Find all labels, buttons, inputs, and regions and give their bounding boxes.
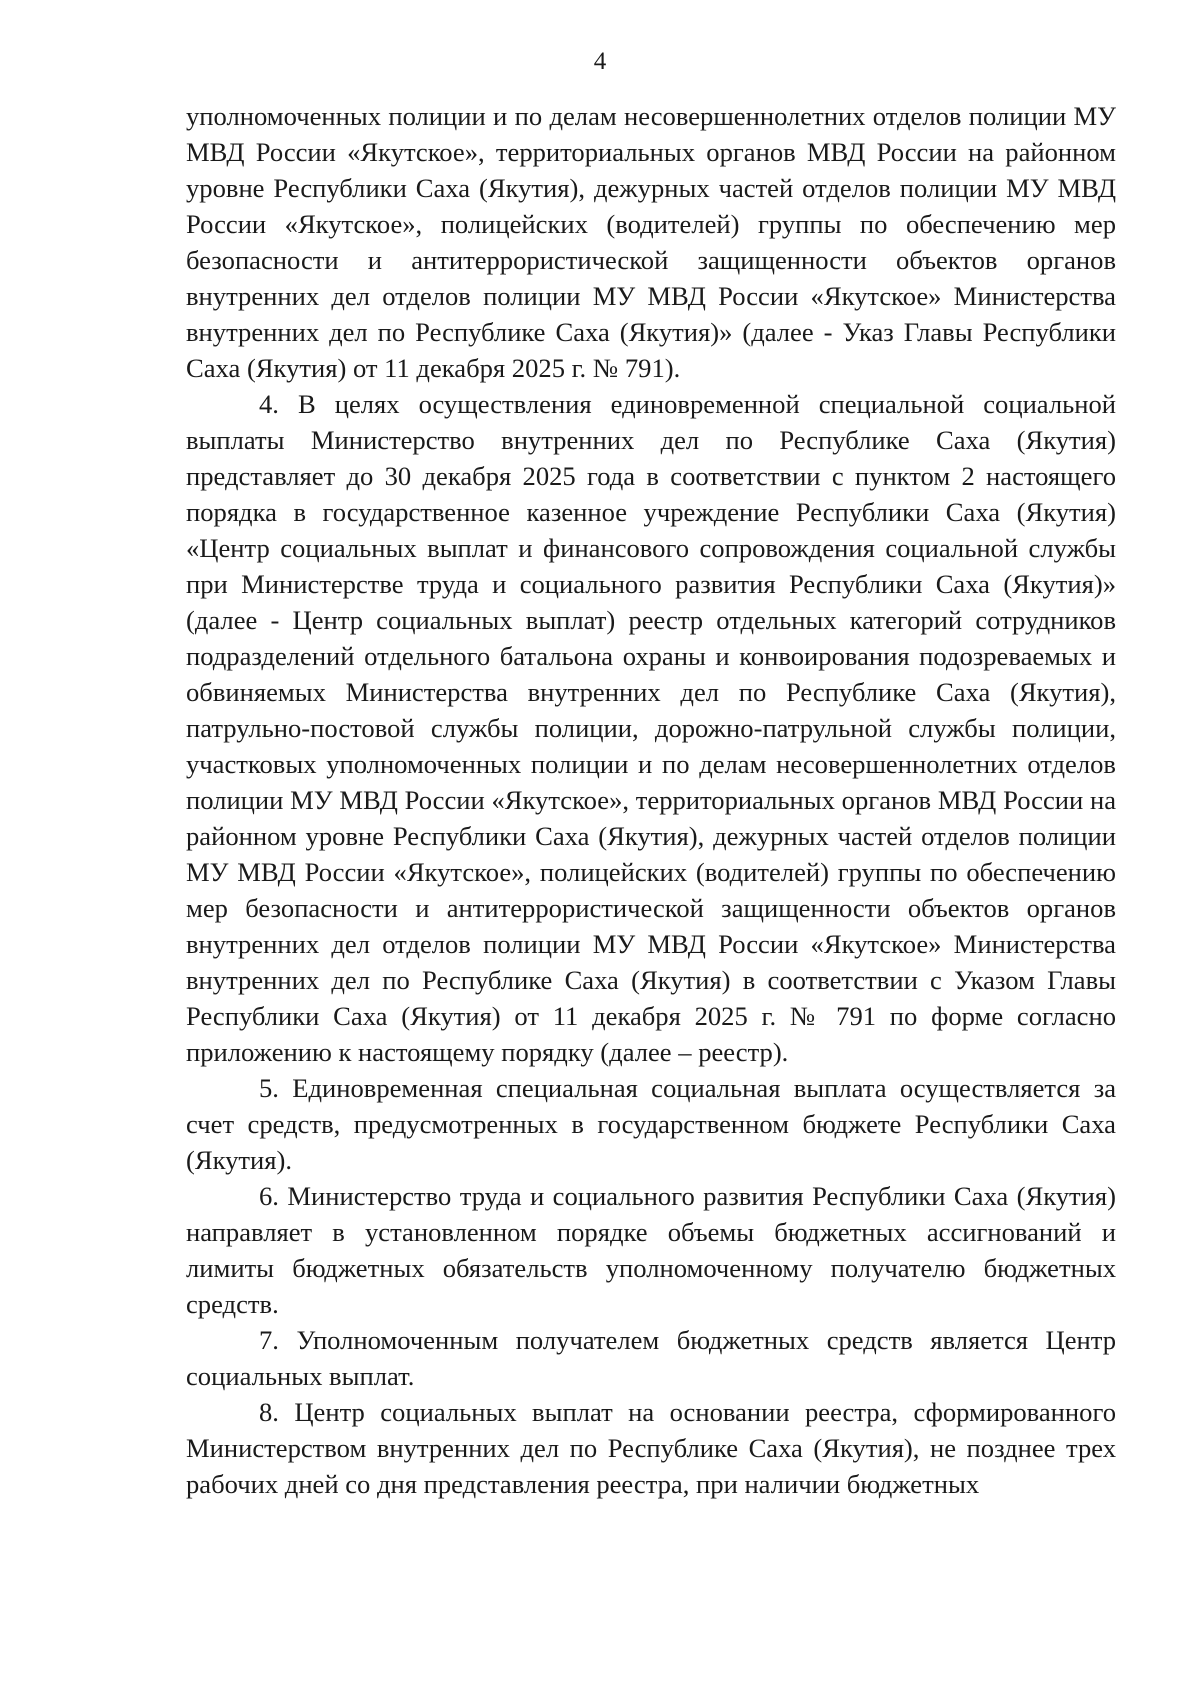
- paragraph-item-4: 4. В целях осуществления единовременной специальной социальной выплаты Министерство внутренних дел по Республике Саха (Якутия) представляет до 30 декабря 2025 года в соответствии с пунктом 2 настоящего порядка в государственное казенное учреждение Республики Саха (Якутия) «Центр социальных выплат и финансового сопровождения социальной службы при Министерстве труда и социального развития Республики Саха (Якутия)» (далее - Центр социальных выплат) реестр отдельных категорий сотрудников подразделений отдельного батальона охраны и конвоирования подозреваемых и обвиняемых Министерства внутренних дел по Республике Саха (Якутия), патрульно-постовой службы полиции, дорожно-патрульной службы полиции, участковых уполномоченных полиции и по делам несовершеннолетних отделов полиции МУ МВД России «Якутское», территориальных органов МВД России на районном уровне Республики Саха (Якутия), дежурных частей отделов полиции МУ МВД России «Якутское», полицейских (водителей) группы по обеспечению мер безопасности и антитеррористической защищенности объектов органов внутренних дел отделов полиции МУ МВД России «Якутское» Министерства внутренних дел по Республике Саха (Якутия) в соответствии с Указом Главы Республики Саха (Якутия) от 11 декабря 2025 г. № 791 по форме согласно приложению к настоящему порядку (далее – реестр).: [186, 389, 1116, 1067]
- paragraph-item-6: 6. Министерство труда и социального развития Республики Саха (Якутия) направляет в установленном порядке объемы бюджетных ассигнований и лимиты бюджетных обязательств уполномоченному получателю бюджетных средств.: [186, 1181, 1116, 1319]
- document-body: [186, 98, 1116, 1502]
- paragraph-item-7: 7. Уполномоченным получателем бюджетных средств является Центр социальных выплат.: [186, 1325, 1116, 1391]
- page-number: 4: [593, 48, 607, 75]
- paragraph-continuation: уполномоченных полиции и по делам несовершеннолетних отделов полиции МУ МВД России «Якутское», территориальных органов МВД России на районном уровне Республики Саха (Якутия), дежурных частей отделов полиции МУ МВД России «Якутское», полицейских (водителей) группы по обеспечению мер безопасности и антитеррористической защищенности объектов органов внутренних дел отделов полиции МУ МВД России «Якутское» Министерства внутренних дел по Республике Саха (Якутия)» (далее - Указ Главы Республики Саха (Якутия) от 11 декабря 2025 г. № 791).: [186, 101, 1116, 383]
- paragraph-item-5: 5. Единовременная специальная социальная выплата осуществляется за счет средств, предусмотренных в государственном бюджете Республики Саха (Якутия).: [186, 1073, 1116, 1175]
- paragraph-item-8: 8. Центр социальных выплат на основании реестра, сформированного Министерством внутренних дел по Республике Саха (Якутия), не позднее трех рабочих дней со дня представления реестра, при наличии бюджетных: [186, 1397, 1116, 1499]
